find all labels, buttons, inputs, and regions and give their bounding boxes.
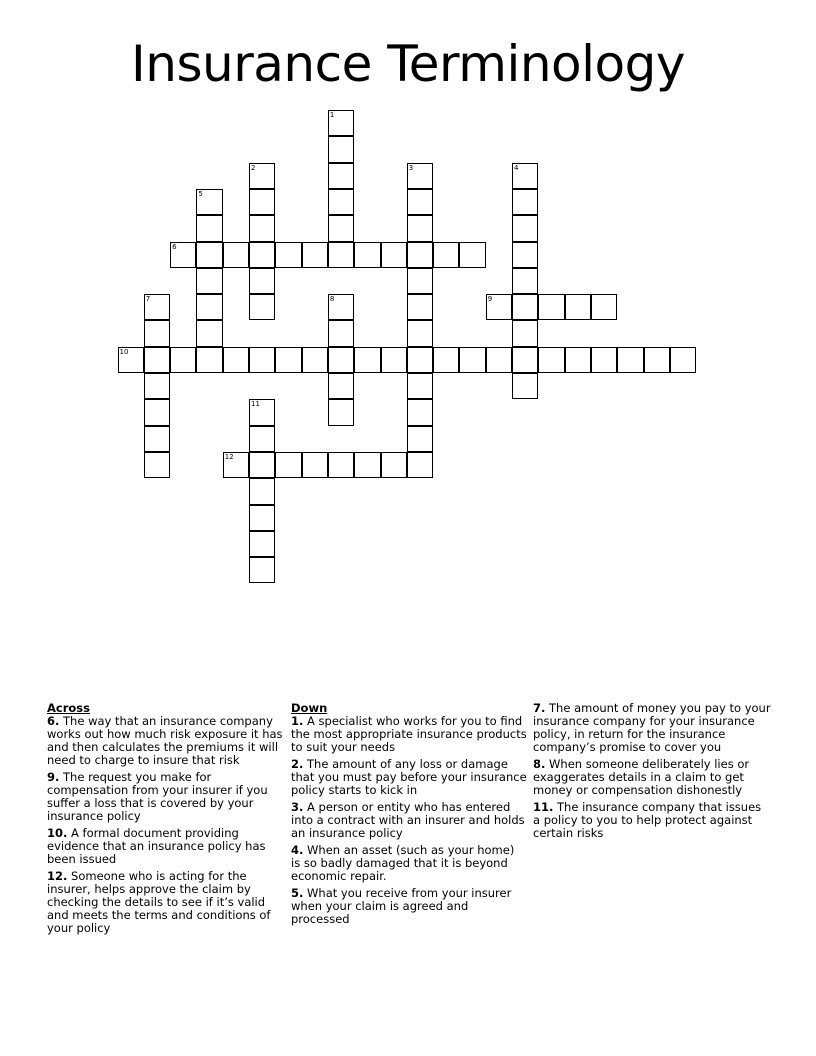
grid-cell[interactable]: [512, 294, 538, 320]
clue-number: 1.: [291, 714, 304, 728]
clue-number: 12.: [47, 869, 68, 883]
clue-number: 11: [251, 400, 260, 409]
grid-cell[interactable]: [538, 294, 564, 320]
grid-cell[interactable]: [512, 163, 538, 189]
grid-cell[interactable]: [196, 268, 222, 294]
grid-cell[interactable]: [249, 426, 275, 452]
clue: [533, 702, 771, 754]
grid-cell[interactable]: [459, 242, 485, 268]
grid-cell[interactable]: [249, 399, 275, 425]
down-clue-list: [291, 715, 527, 926]
grid-cell[interactable]: [118, 347, 144, 373]
grid-cell[interactable]: [407, 242, 433, 268]
grid-cell[interactable]: [565, 294, 591, 320]
clue-text: The way that an insurance company works out how much risk exposure it has and then calculates the premiums it will need to charge to insure that risk: [47, 714, 283, 767]
grid-cell[interactable]: [249, 505, 275, 531]
grid-cell[interactable]: [354, 347, 380, 373]
clue-text: The request you make for compensation from your insurer if you suffer a loss that is covered by your insurance policy: [47, 770, 268, 823]
down-clues: [291, 702, 527, 926]
grid-cell[interactable]: [275, 452, 301, 478]
grid-cell[interactable]: [565, 347, 591, 373]
clue-number: 5.: [291, 886, 304, 900]
clue-text: The insurance company that issues a policy to you to help protect against certain risks: [533, 800, 762, 840]
grid-cell[interactable]: [381, 347, 407, 373]
grid-cell[interactable]: [249, 294, 275, 320]
grid-cell[interactable]: [328, 320, 354, 346]
grid-cell[interactable]: [196, 215, 222, 241]
grid-cell[interactable]: [354, 452, 380, 478]
clue-number: 8: [329, 295, 335, 304]
grid-cell[interactable]: [328, 294, 354, 320]
grid-cell[interactable]: [407, 347, 433, 373]
grid-cell[interactable]: [459, 347, 485, 373]
clue-number: 3.: [291, 800, 304, 814]
grid-cell[interactable]: [196, 242, 222, 268]
clue-number: 11.: [533, 800, 554, 814]
page-title: Insurance Terminology: [131, 35, 685, 93]
clue-number: 10.: [47, 826, 68, 840]
clue-number: 2.: [291, 757, 304, 771]
grid-cell[interactable]: [223, 242, 249, 268]
grid-cell[interactable]: [512, 215, 538, 241]
grid-cell[interactable]: [407, 215, 433, 241]
grid-cell[interactable]: [196, 347, 222, 373]
grid-cell[interactable]: [328, 110, 354, 136]
grid-cell[interactable]: [144, 294, 170, 320]
grid-cell[interactable]: [512, 320, 538, 346]
grid-cell[interactable]: [328, 136, 354, 162]
grid-cell[interactable]: [249, 215, 275, 241]
clue-text: A person or entity who has entered into a contract with an insurer and holds an insurance policy: [291, 800, 525, 840]
clue-text: A specialist who works for you to find the most appropriate insurance products to suit your needs: [291, 714, 527, 754]
grid-cell[interactable]: [302, 452, 328, 478]
clue-number: 10: [119, 347, 129, 356]
grid-cell[interactable]: [302, 242, 328, 268]
grid-cell[interactable]: [144, 320, 170, 346]
grid-cell[interactable]: [328, 399, 354, 425]
clue: [533, 801, 771, 840]
clue-number: 7.: [533, 701, 546, 715]
clue: [291, 715, 527, 754]
grid-cell[interactable]: [144, 452, 170, 478]
grid-cell[interactable]: [538, 347, 564, 373]
grid-cell[interactable]: [407, 373, 433, 399]
clue: [291, 758, 527, 797]
grid-cell[interactable]: [170, 242, 196, 268]
grid-cell[interactable]: [196, 294, 222, 320]
grid-cell[interactable]: [486, 347, 512, 373]
grid-cell[interactable]: [223, 452, 249, 478]
grid-cell[interactable]: [249, 452, 275, 478]
grid-cell[interactable]: [196, 320, 222, 346]
clue-number: 12: [224, 452, 234, 461]
grid-cell[interactable]: [249, 268, 275, 294]
clue-text: When someone deliberately lies or exaggerates details in a claim to get money or compensation dishonestly: [533, 757, 750, 797]
grid-cell[interactable]: [328, 189, 354, 215]
grid-cell[interactable]: [591, 294, 617, 320]
clue-text: The amount of any loss or damage that you must pay before your insurance policy starts to kick in: [291, 757, 527, 797]
grid-cell[interactable]: [249, 478, 275, 504]
clue: [291, 887, 527, 926]
clue-text: When an asset (such as your home) is so badly damaged that it is beyond economic repair.: [291, 843, 515, 883]
grid-cell[interactable]: [644, 347, 670, 373]
grid-cell[interactable]: [302, 347, 328, 373]
grid-cell[interactable]: [591, 347, 617, 373]
grid-cell[interactable]: [275, 347, 301, 373]
grid-cell[interactable]: [144, 373, 170, 399]
clue-number: 4: [514, 163, 519, 172]
down-clue-list-continued: [533, 702, 771, 840]
grid-cell[interactable]: [249, 347, 275, 373]
clue-number: 6.: [47, 714, 60, 728]
grid-cell[interactable]: [512, 347, 538, 373]
clue: [291, 801, 527, 840]
across-heading: Across: [47, 701, 90, 715]
grid-cell[interactable]: [407, 294, 433, 320]
clue: [291, 844, 527, 883]
grid-cell[interactable]: [433, 242, 459, 268]
clue-text: What you receive from your insurer when your claim is agreed and processed: [291, 886, 512, 926]
clue: [47, 870, 283, 935]
grid-cell[interactable]: [433, 347, 459, 373]
down-heading: Down: [291, 701, 328, 715]
grid-cell[interactable]: [512, 189, 538, 215]
grid-cell[interactable]: [617, 347, 643, 373]
clue-text: Someone who is acting for the insurer, helps approve the claim by checking the details to see if it’s valid and meets the terms and conditions of your policy: [47, 869, 271, 935]
grid-cell[interactable]: [407, 399, 433, 425]
grid-cell[interactable]: [407, 268, 433, 294]
grid-cell[interactable]: [196, 189, 222, 215]
grid-cell[interactable]: [407, 189, 433, 215]
grid-cell[interactable]: [249, 557, 275, 583]
grid-cell[interactable]: [328, 452, 354, 478]
grid-cell[interactable]: [249, 163, 275, 189]
grid-cell[interactable]: [512, 268, 538, 294]
clue: [47, 715, 283, 767]
clue-text: The amount of money you pay to your insurance company for your insurance policy, in return for the insurance company’s promise to cover you: [533, 701, 771, 754]
grid-cell[interactable]: [328, 347, 354, 373]
clue-number: 6: [172, 242, 177, 251]
clue-text: A formal document providing evidence that an insurance policy has been issued: [47, 826, 266, 866]
grid-cell[interactable]: [249, 189, 275, 215]
clue: [47, 771, 283, 823]
clue-number: 3: [408, 163, 414, 172]
grid-cell[interactable]: [170, 347, 196, 373]
grid-cell[interactable]: [249, 242, 275, 268]
grid-cell[interactable]: [328, 215, 354, 241]
grid-cell[interactable]: [407, 163, 433, 189]
grid-cell[interactable]: [328, 163, 354, 189]
clue-number: 4.: [291, 843, 304, 857]
grid-cell[interactable]: [381, 452, 407, 478]
grid-cell[interactable]: [328, 373, 354, 399]
grid-cell[interactable]: [144, 426, 170, 452]
across-clue-list: [47, 715, 283, 935]
down-clues-continued: [533, 702, 771, 840]
clue-number: 9.: [47, 770, 60, 784]
grid-cell[interactable]: [144, 347, 170, 373]
grid-cell[interactable]: [249, 531, 275, 557]
grid-cell[interactable]: [512, 373, 538, 399]
clue-number: 1: [329, 111, 335, 119]
grid-cell[interactable]: [512, 242, 538, 268]
clue-number: 7: [145, 295, 151, 304]
grid-cell[interactable]: [670, 347, 696, 373]
grid-cell[interactable]: [486, 294, 512, 320]
grid-cell[interactable]: [407, 320, 433, 346]
clue-number: 2: [251, 163, 256, 172]
grid-cell[interactable]: [275, 242, 301, 268]
grid-cell[interactable]: [223, 347, 249, 373]
clue-number: 5: [198, 189, 203, 198]
clue-number: 9: [487, 295, 493, 304]
grid-cell[interactable]: [328, 242, 354, 268]
grid-cell[interactable]: [407, 426, 433, 452]
clue: [533, 758, 771, 797]
grid-cell[interactable]: [144, 399, 170, 425]
grid-cell[interactable]: [354, 242, 380, 268]
grid-cell[interactable]: [381, 242, 407, 268]
across-clues: [47, 702, 283, 935]
clue-number: 8.: [533, 757, 546, 771]
clue: [47, 827, 283, 866]
grid-cell[interactable]: [407, 452, 433, 478]
